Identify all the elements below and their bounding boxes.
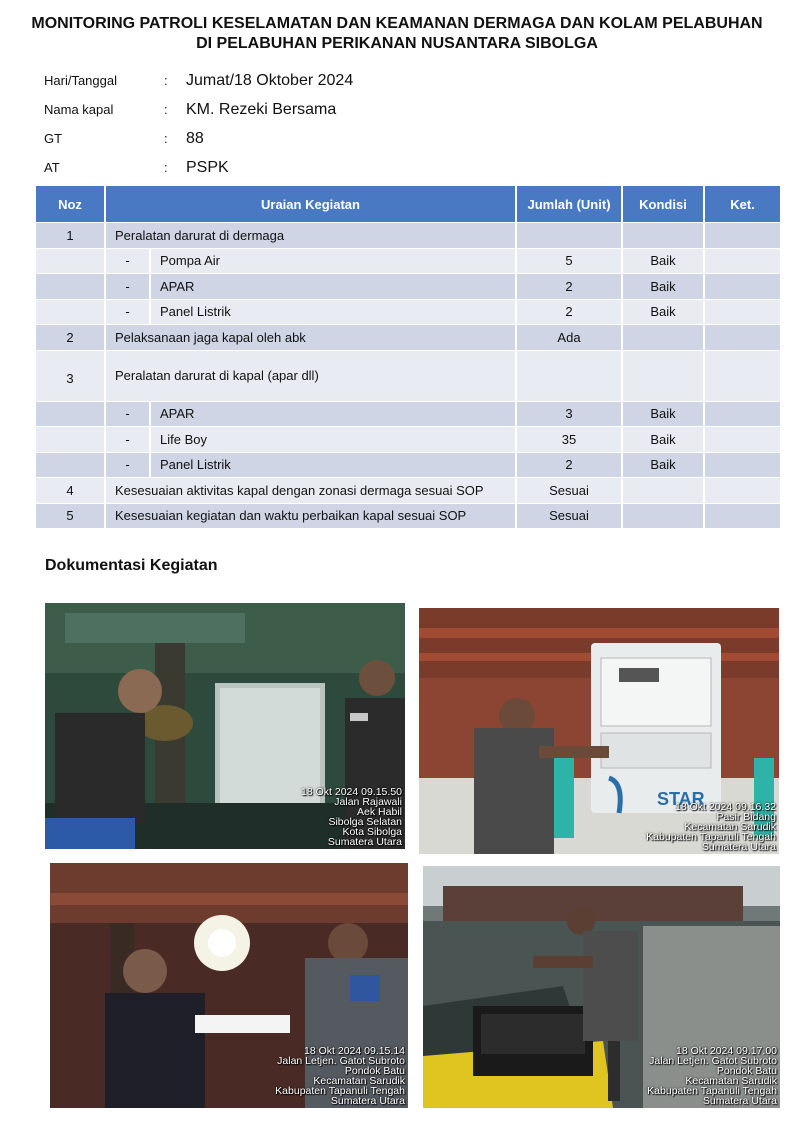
- row-dash: -: [106, 273, 151, 299]
- row-item: APAR: [151, 401, 517, 427]
- row-condition: Baik: [623, 426, 705, 452]
- pump-label: STAR: [657, 789, 705, 809]
- stamp-line: Pasir Bidang: [716, 811, 776, 823]
- stamp-line: Sumatera Utara: [701, 841, 776, 853]
- info-label: Nama kapal: [44, 102, 114, 117]
- table-row: [36, 477, 780, 503]
- stamp-line: Kecamatan Sarudik: [684, 821, 776, 833]
- row-number: 4: [36, 477, 106, 503]
- info-colon: :: [164, 160, 168, 175]
- row-quantity: 5: [517, 248, 623, 274]
- row-item: Panel Listrik: [151, 452, 517, 478]
- documentation-photo-3: [50, 863, 408, 1108]
- document-title: [0, 14, 794, 54]
- info-value: KM. Rezeki Bersama: [186, 100, 337, 118]
- documentation-photo-1: [45, 603, 405, 849]
- row-condition: Baik: [623, 248, 705, 274]
- row-description: Kesesuaian aktivitas kapal dengan zonasi dermaga sesuai SOP: [106, 477, 517, 503]
- info-label: GT: [44, 131, 63, 146]
- row-quantity: 35: [517, 426, 623, 452]
- row-number: 5: [36, 503, 106, 529]
- table-row: [36, 350, 780, 401]
- stamp-line: Pondok Batu: [344, 1065, 405, 1077]
- table-header-row: [36, 186, 780, 222]
- row-quantity: Sesuai: [517, 503, 623, 529]
- row-description: Pelaksanaan jaga kapal oleh abk: [106, 324, 517, 350]
- stamp-line: 18 Okt 2024 09.15.50: [301, 786, 402, 798]
- title-line-2: DI PELABUHAN PERIKANAN NUSANTARA SIBOLGA: [196, 35, 598, 52]
- stamp-line: Jalan Letjen. Gatot Subroto: [649, 1055, 777, 1067]
- row-condition: Baik: [623, 452, 705, 478]
- stamp-line: Sumatera Utara: [702, 1095, 777, 1107]
- stamp-line: Kabupaten Tapanuli Tengah: [275, 1085, 405, 1097]
- header-notes: Ket.: [705, 186, 780, 222]
- row-description: Peralatan darurat di kapal (apar dll): [106, 350, 517, 401]
- row-dash: -: [106, 248, 151, 274]
- info-colon: :: [164, 102, 168, 117]
- row-description: Kesesuaian kegiatan dan waktu perbaikan kapal sesuai SOP: [106, 503, 517, 529]
- header-quantity: Jumlah (Unit): [517, 186, 623, 222]
- documentation-photo-2: [419, 608, 779, 854]
- photo-3-stamp: [275, 1046, 405, 1106]
- row-item: APAR: [151, 273, 517, 299]
- header-condition: Kondisi: [623, 186, 705, 222]
- row-dash: -: [106, 401, 151, 427]
- monitoring-table: [36, 186, 780, 528]
- info-row-vessel-name: [44, 95, 353, 124]
- stamp-line: Sumatera Utara: [327, 836, 402, 848]
- row-item: Pompa Air: [151, 248, 517, 274]
- photo-1-stamp: [301, 787, 402, 847]
- table-row: [36, 248, 780, 274]
- stamp-line: Kecamatan Sarudik: [313, 1075, 405, 1087]
- stamp-line: Jalan Rajawali: [334, 796, 402, 808]
- info-label: Hari/Tanggal: [44, 73, 117, 88]
- table-row: [36, 452, 780, 478]
- row-item: Life Boy: [151, 426, 517, 452]
- stamp-line: 18 Okt 2024 09.17.00: [676, 1045, 777, 1057]
- table-row: [36, 273, 780, 299]
- row-dash: -: [106, 452, 151, 478]
- photo-4-stamp: [647, 1046, 777, 1106]
- row-quantity: 2: [517, 299, 623, 325]
- stamp-line: Kecamatan Sarudik: [685, 1075, 777, 1087]
- header-description: Uraian Kegiatan: [106, 186, 517, 222]
- documentation-photo-4: [423, 866, 780, 1108]
- info-row-at: [44, 153, 353, 182]
- info-label: AT: [44, 160, 60, 175]
- row-quantity: Sesuai: [517, 477, 623, 503]
- stamp-line: Kabupaten Tapanuli Tengah: [646, 831, 776, 843]
- row-quantity: Ada: [517, 324, 623, 350]
- stamp-line: 18 Okt 2024 09.16.32: [675, 801, 776, 813]
- stamp-line: Jalan Letjen. Gatot Subroto: [277, 1055, 405, 1067]
- photo-2-stamp: [646, 802, 776, 852]
- row-number: 1: [36, 222, 106, 248]
- info-value: 88: [186, 129, 204, 147]
- table-row: [36, 299, 780, 325]
- header-no: Noz: [36, 186, 106, 222]
- stamp-line: Kota Sibolga: [342, 826, 402, 838]
- table-row: [36, 426, 780, 452]
- info-value: PSPK: [186, 158, 229, 176]
- row-quantity: 2: [517, 273, 623, 299]
- row-condition: Baik: [623, 299, 705, 325]
- info-colon: :: [164, 73, 168, 88]
- row-description: Peralatan darurat di dermaga: [106, 222, 517, 248]
- row-number: 2: [36, 324, 106, 350]
- table-row: [36, 503, 780, 529]
- row-quantity: 2: [517, 452, 623, 478]
- documentation-title: Dokumentasi Kegiatan: [45, 557, 218, 574]
- title-line-1: MONITORING PATROLI KESELAMATAN DAN KEAMANAN DERMAGA DAN KOLAM PELABUHAN: [31, 15, 763, 32]
- info-colon: :: [164, 131, 168, 146]
- table-row: [36, 222, 780, 248]
- stamp-line: Kabupaten Tapanuli Tengah: [647, 1085, 777, 1097]
- info-row-gt: [44, 124, 353, 153]
- row-condition: Baik: [623, 401, 705, 427]
- stamp-line: Sumatera Utara: [330, 1095, 405, 1107]
- table-row: [36, 324, 780, 350]
- info-value: Jumat/18 Oktober 2024: [186, 71, 354, 89]
- stamp-line: Sibolga Selatan: [328, 816, 402, 828]
- table-row: [36, 401, 780, 427]
- stamp-line: Pondok Batu: [716, 1065, 777, 1077]
- row-dash: -: [106, 426, 151, 452]
- row-dash: -: [106, 299, 151, 325]
- stamp-line: Aek Habil: [357, 806, 402, 818]
- row-number: 3: [36, 350, 106, 401]
- info-row-date: [44, 66, 353, 95]
- row-item: Panel Listrik: [151, 299, 517, 325]
- row-quantity: 3: [517, 401, 623, 427]
- row-condition: Baik: [623, 273, 705, 299]
- stamp-line: 18 Okt 2024 09.15.14: [304, 1045, 405, 1057]
- vessel-info: [44, 66, 353, 182]
